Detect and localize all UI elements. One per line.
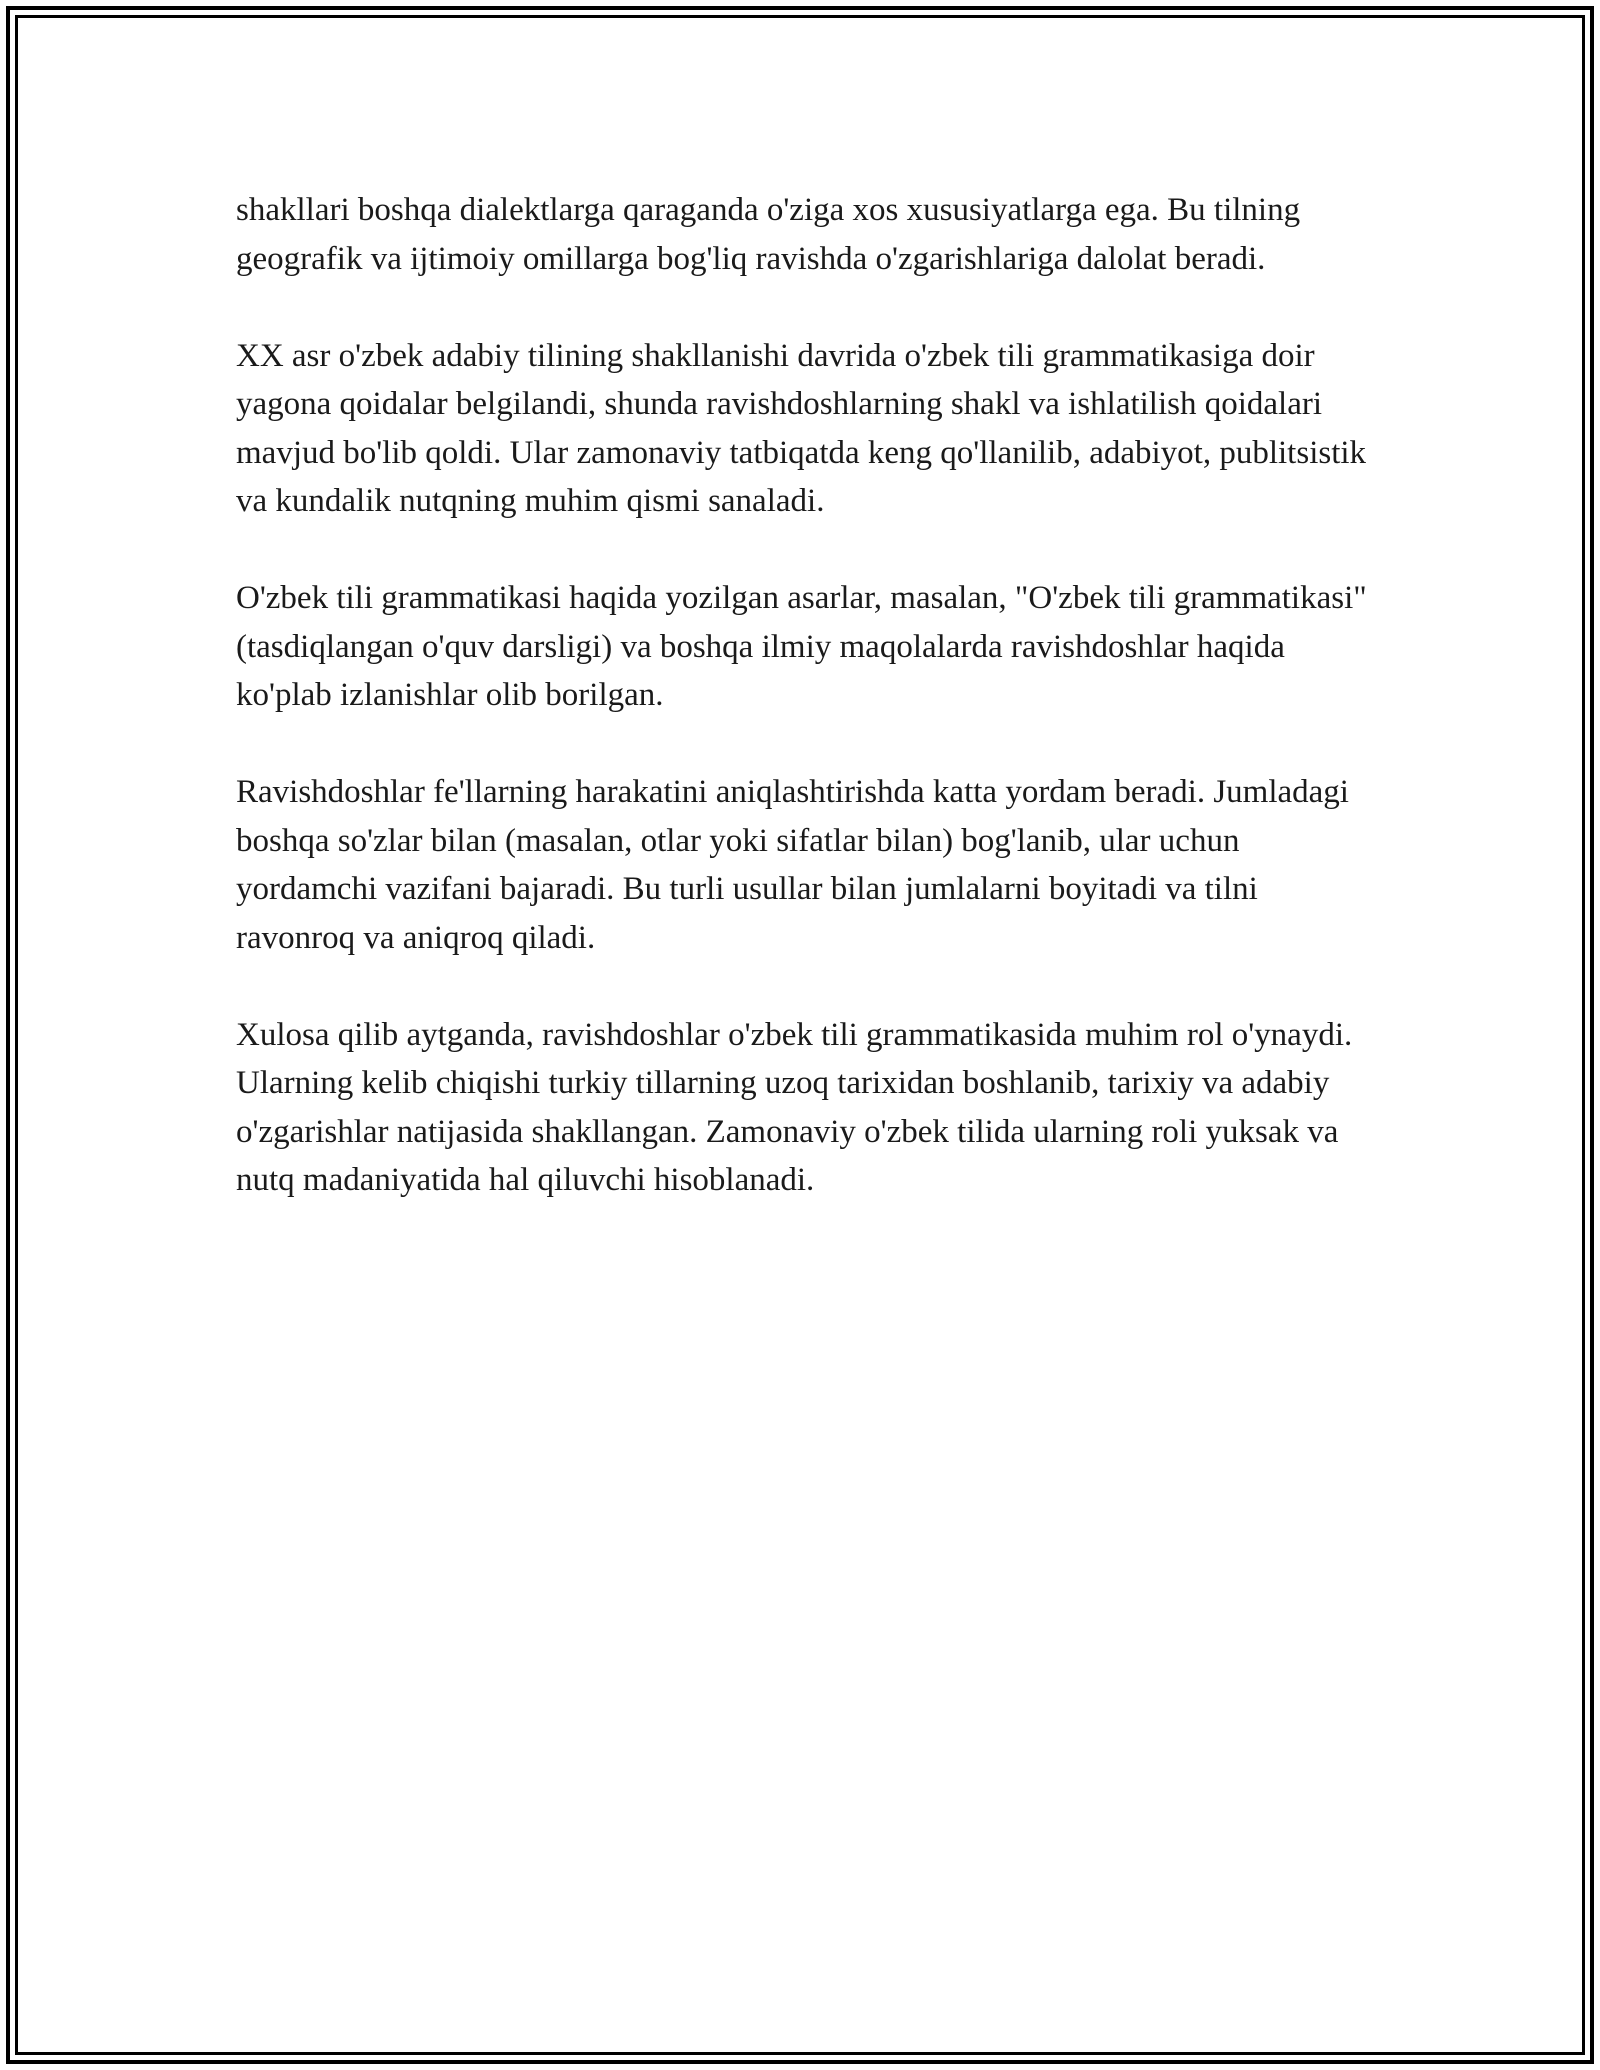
paragraph-5: Xulosa qilib aytganda, ravishdoshlar o'zbek tili grammatikasida muhim rol o'ynaydi. Ularning kelib chiqishi turkiy tillarning uzoq tarixidan boshlanib, tarixiy va adabiy o'zgarishlar natijasida shakllangan. Zamonaviy o'zbek tilida ularning roli yuksak va nutq madaniyatida hal qiluvchi hisoblanadi. [236, 1016, 1353, 1198]
paragraph-3: O'zbek tili grammatikasi haqida yozilgan asarlar, masalan, "O'zbek tili grammatikasi" (tasdiqlangan o'quv darsligi) va boshqa ilmiy maqolalarda ravishdoshlar haqida ko'plab izlanishlar olib borilgan. [236, 580, 1367, 713]
paragraph-2: XX asr o'zbek adabiy tilining shakllanishi davrida o'zbek tili grammatikasiga doir yagona qoidalar belgilandi, shunda ravishdoshlarning shakl va ishlatilish qoidalari mavjud bo'lib qoldi. Ular zamonaviy tatbiqatda keng qo'llanilib, adabiyot, publitsistik va kundalik nutqning muhim qismi sanaladi. [236, 337, 1367, 519]
paragraph-4: Ravishdoshlar fe'llarning harakatini aniqlashtirishda katta yordam beradi. Jumladagi boshqa so'zlar bilan (masalan, otlar yoki sifatlar bilan) bog'lanib, ular uchun yordamchi vazifani bajaradi. Bu turli usullar bilan jumlalarni boyitadi va tilni ravonroq va aniqroq qiladi. [236, 774, 1349, 956]
paragraph-1: shakllari boshqa dialektlarga qaraganda o'ziga xos xususiyatlarga ega. Bu tilning geografik va ijtimoiy omillarga bog'liq ravishda o'zgarishlariga dalolat beradi. [236, 192, 1301, 277]
document-body [236, 186, 1376, 1253]
